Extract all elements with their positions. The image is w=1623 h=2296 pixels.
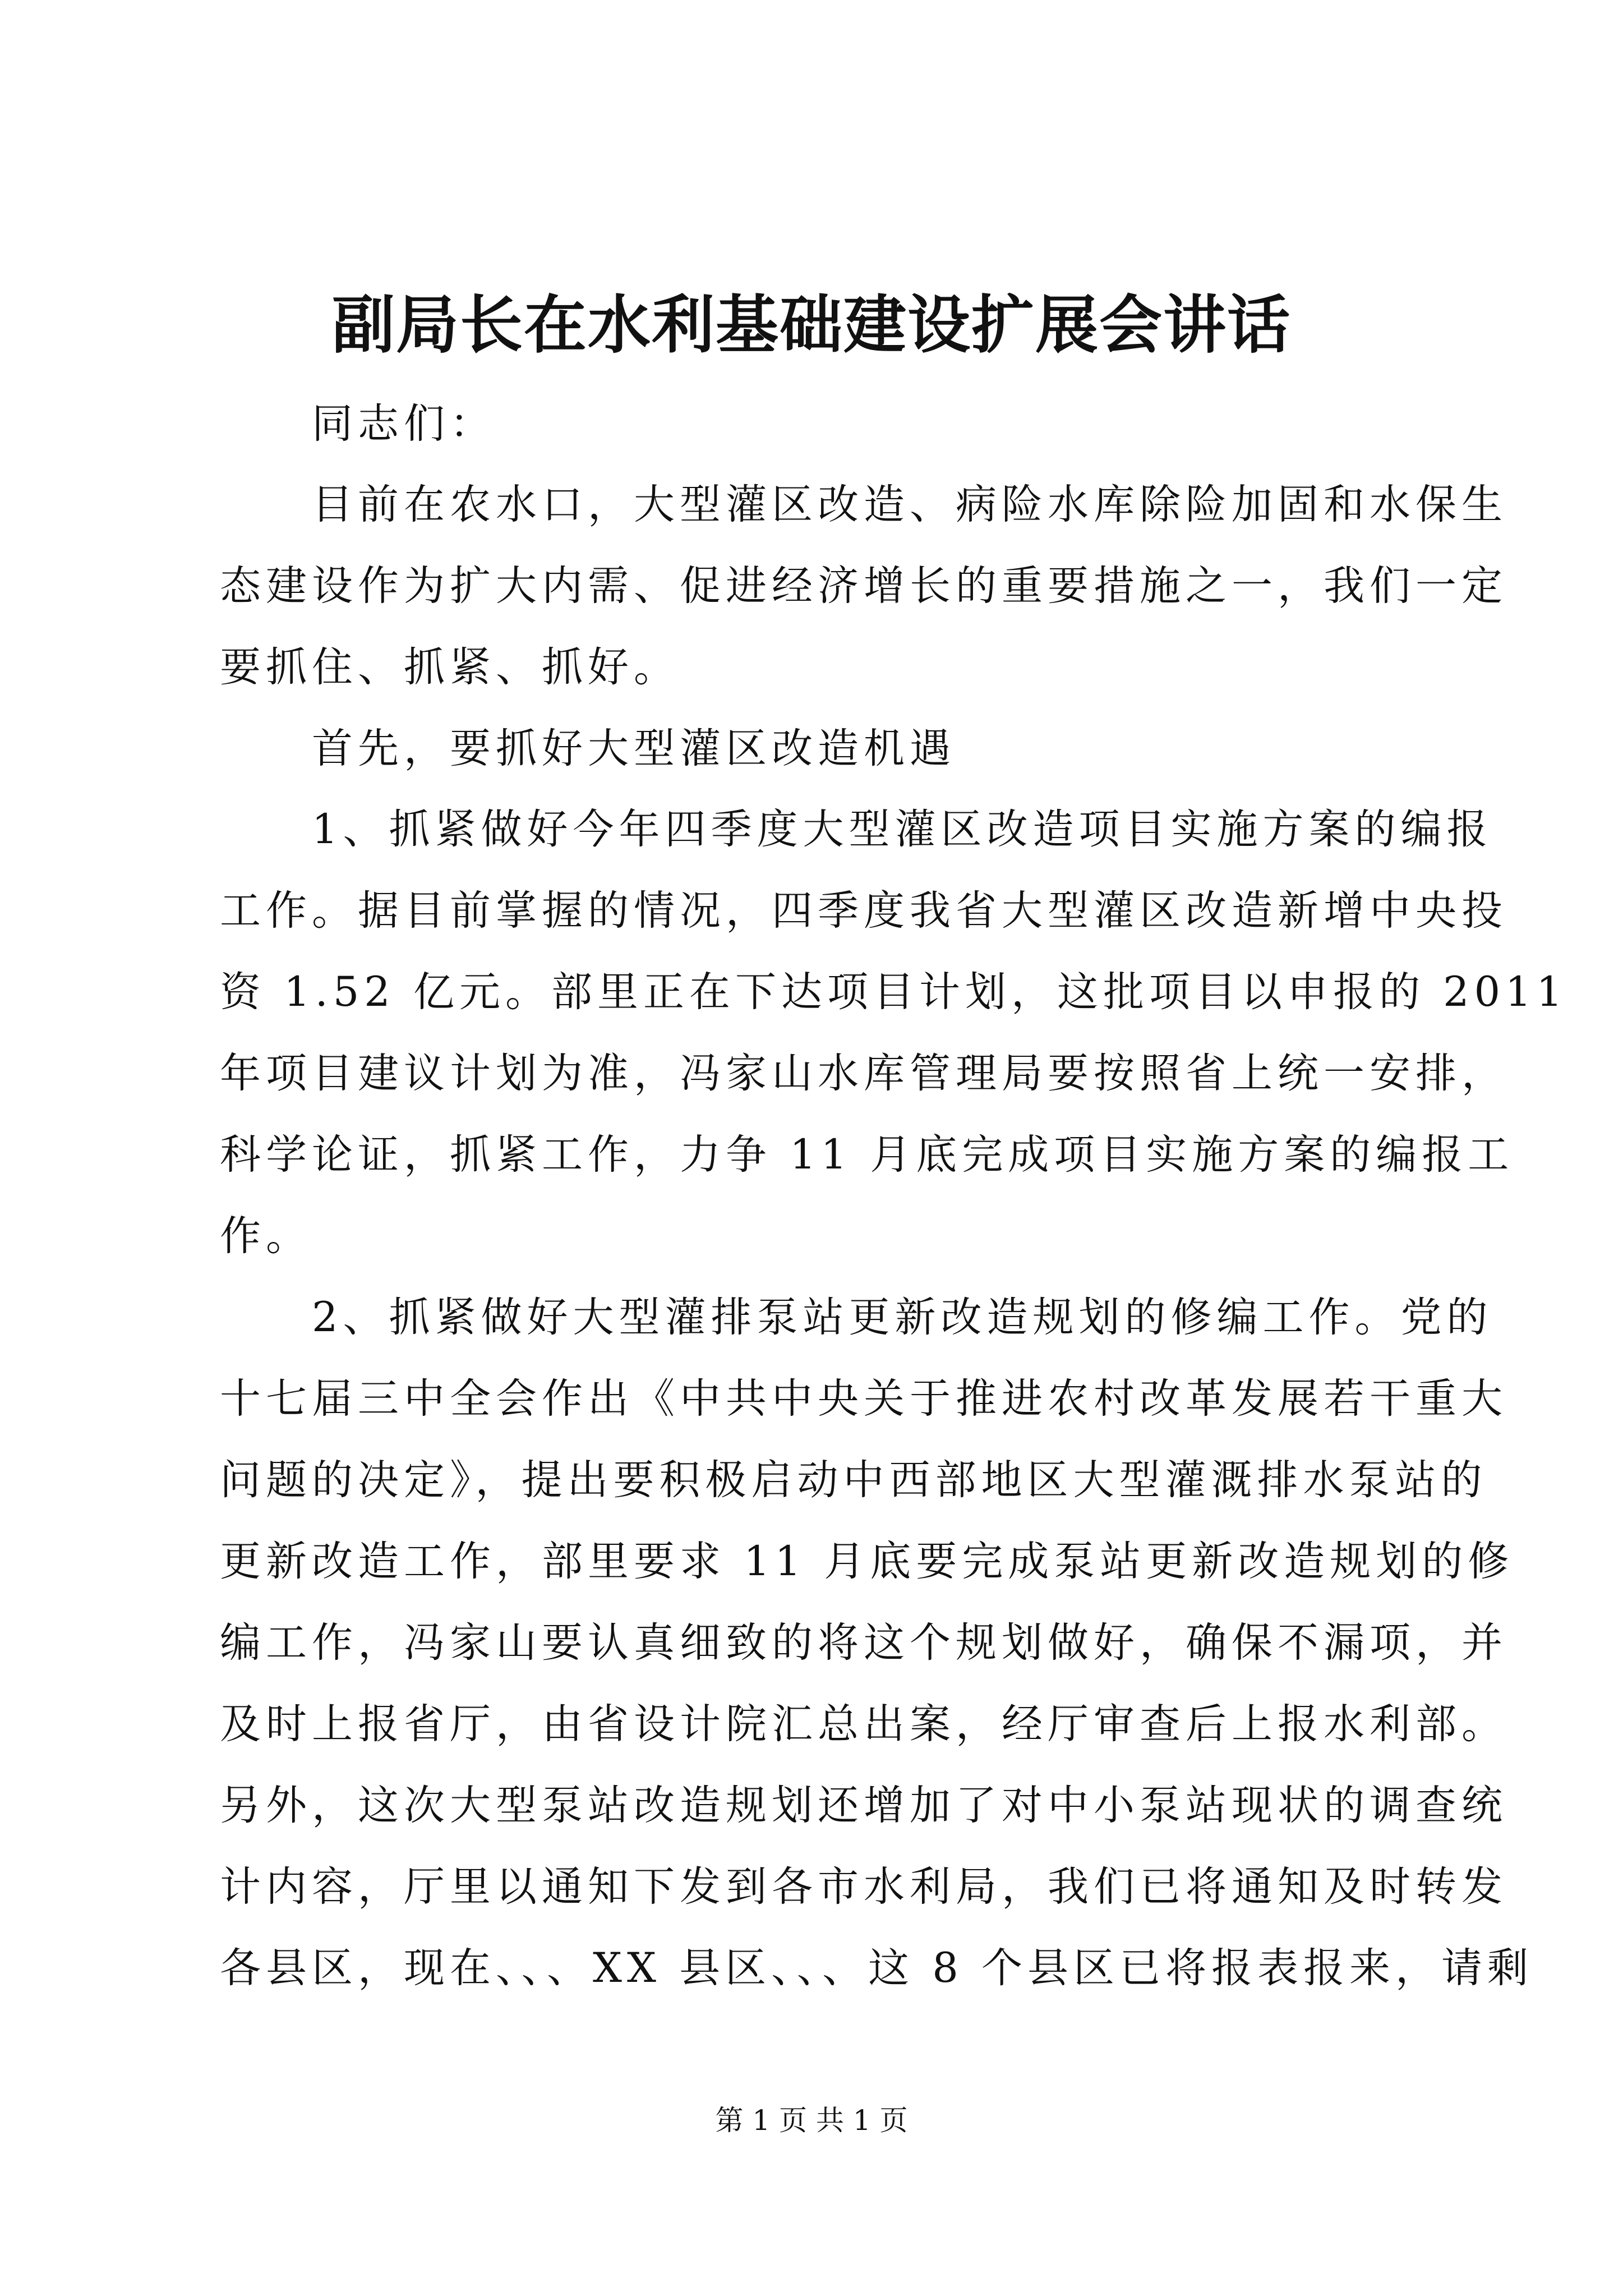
text-line: 目前在农水口，大型灌区改造、病险水库除险加固和水保生 — [220, 481, 1507, 528]
text-line: 科学论证，抓紧工作，力争 11 月底完成项目实施方案的编报工 — [220, 1131, 1514, 1179]
text-line: 各县区，现在、、、XX 县区、、、这 8 个县区已将报表报来，请剩 — [220, 1944, 1533, 1992]
paragraph-item-2 — [220, 1277, 1533, 2009]
text-line: 更新改造工作，部里要求 11 月底要完成泵站更新改造规划的修 — [220, 1538, 1514, 1585]
paragraph-intro — [220, 464, 1507, 708]
text-line: 资 1.52 亿元。部里正在下达项目计划，这批项目以申报的 2011 — [220, 968, 1567, 1016]
text-line: 计内容，厅里以通知下发到各市水利局，我们已将通知及时转发 — [220, 1863, 1507, 1911]
text-line: 另外，这次大型泵站改造规划还增加了对中小泵站现状的调查统 — [220, 1782, 1507, 1829]
text-line: 1、抓紧做好今年四季度大型灌区改造项目实施方案的编报 — [220, 806, 1493, 853]
text-line: 首先，要抓好大型灌区改造机遇 — [220, 725, 956, 772]
text-line: 要抓住、抓紧、抓好。 — [220, 643, 680, 691]
text-line: 问题的决定》，提出要积极启动中西部地区大型灌溉排水泵站的 — [220, 1456, 1487, 1504]
document-title: 副局长在水利基础建设扩展会讲话 — [332, 288, 1291, 362]
paragraph-heading-first — [220, 708, 1420, 789]
text-line: 态建设作为扩大内需、促进经济增长的重要措施之一，我们一定 — [220, 562, 1507, 610]
page-footer: 第 1 页 共 1 页 — [715, 2104, 908, 2137]
text-line: 作。 — [220, 1212, 312, 1260]
text-line: 年项目建议计划为准，冯家山水库管理局要按照省上统一安排， — [220, 1050, 1507, 1097]
paragraph-greeting — [220, 383, 1420, 464]
text-line: 同志们： — [220, 400, 496, 448]
text-line: 工作。据目前掌握的情况，四季度我省大型灌区改造新增中央投 — [220, 887, 1507, 935]
paragraph-item-1 — [220, 789, 1567, 1277]
text-line: 编工作，冯家山要认真细致的将这个规划做好，确保不漏项，并 — [220, 1619, 1507, 1667]
text-line: 及时上报省厅，由省设计院汇总出案，经厅审查后上报水利部。 — [220, 1700, 1507, 1748]
text-line: 十七届三中全会作出《中共中央关于推进农村改革发展若干重大 — [220, 1375, 1507, 1423]
text-line: 2、抓紧做好大型灌排泵站更新改造规划的修编工作。党的 — [220, 1294, 1493, 1341]
